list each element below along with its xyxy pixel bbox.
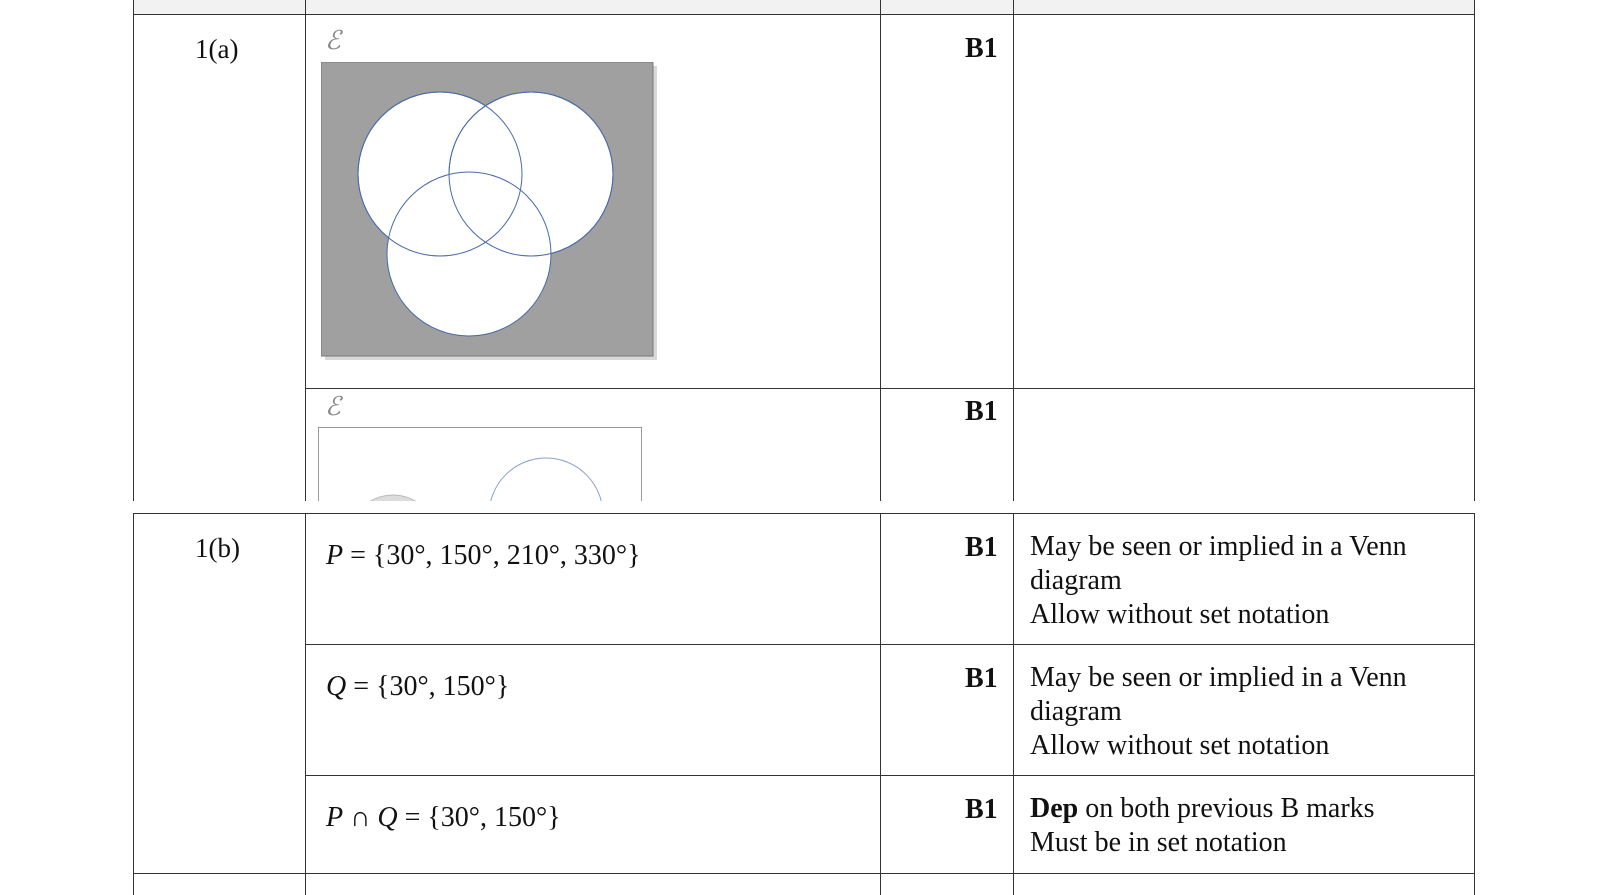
guidance-text: May be seen or implied in a Venn diagram Allow without set notation <box>1030 662 1407 761</box>
row-divider <box>305 388 1475 389</box>
mark-b1: B1 <box>965 663 998 694</box>
mark-b1: B1 <box>965 532 998 563</box>
question-number: 1(a) <box>195 34 239 64</box>
universal-set-symbol: ℰ <box>325 26 341 56</box>
mark-b1: B1 <box>965 33 998 64</box>
header-strip <box>133 0 1475 15</box>
mark-b1: B1 <box>965 396 998 427</box>
section-1b <box>133 513 1475 895</box>
question-number: 1(b) <box>195 533 240 563</box>
venn-diagram-complement <box>321 62 671 372</box>
answer-intersection: P ∩ Q = {30°, 150°} <box>326 802 561 833</box>
col-border <box>1474 14 1475 514</box>
header-divider <box>880 0 881 14</box>
header-divider <box>1474 0 1475 14</box>
header-divider <box>305 0 306 14</box>
answer-set-q: Q = {30°, 150°} <box>326 671 510 702</box>
col-border <box>305 14 306 514</box>
col-border <box>1474 513 1475 895</box>
venn-diagram-partial <box>318 427 648 501</box>
header-divider <box>1013 0 1014 14</box>
section-1a <box>133 14 1475 514</box>
row-divider <box>305 775 1475 776</box>
row-divider <box>305 644 1475 645</box>
universal-set-symbol: ℰ <box>325 392 341 422</box>
row-divider <box>133 873 1475 874</box>
col-border <box>1013 14 1014 514</box>
guidance-text: Dep on both previous B marks Must be in set notation <box>1030 793 1375 858</box>
col-border <box>880 14 881 514</box>
venn-circle-outline <box>489 458 603 501</box>
col-border <box>880 513 881 895</box>
answer-set-p: P = {30°, 150°, 210°, 330°} <box>326 540 641 571</box>
header-divider <box>133 0 134 14</box>
row-divider <box>133 513 1475 514</box>
col-border <box>133 513 134 895</box>
col-border <box>133 14 134 514</box>
guidance-text: May be seen or implied in a Venn diagram Allow without set notation <box>1030 531 1407 630</box>
mark-b1: B1 <box>965 794 998 825</box>
venn-universal-rect <box>319 428 642 502</box>
venn-circle-c <box>387 172 551 336</box>
col-border <box>1013 513 1014 895</box>
col-border <box>305 513 306 895</box>
